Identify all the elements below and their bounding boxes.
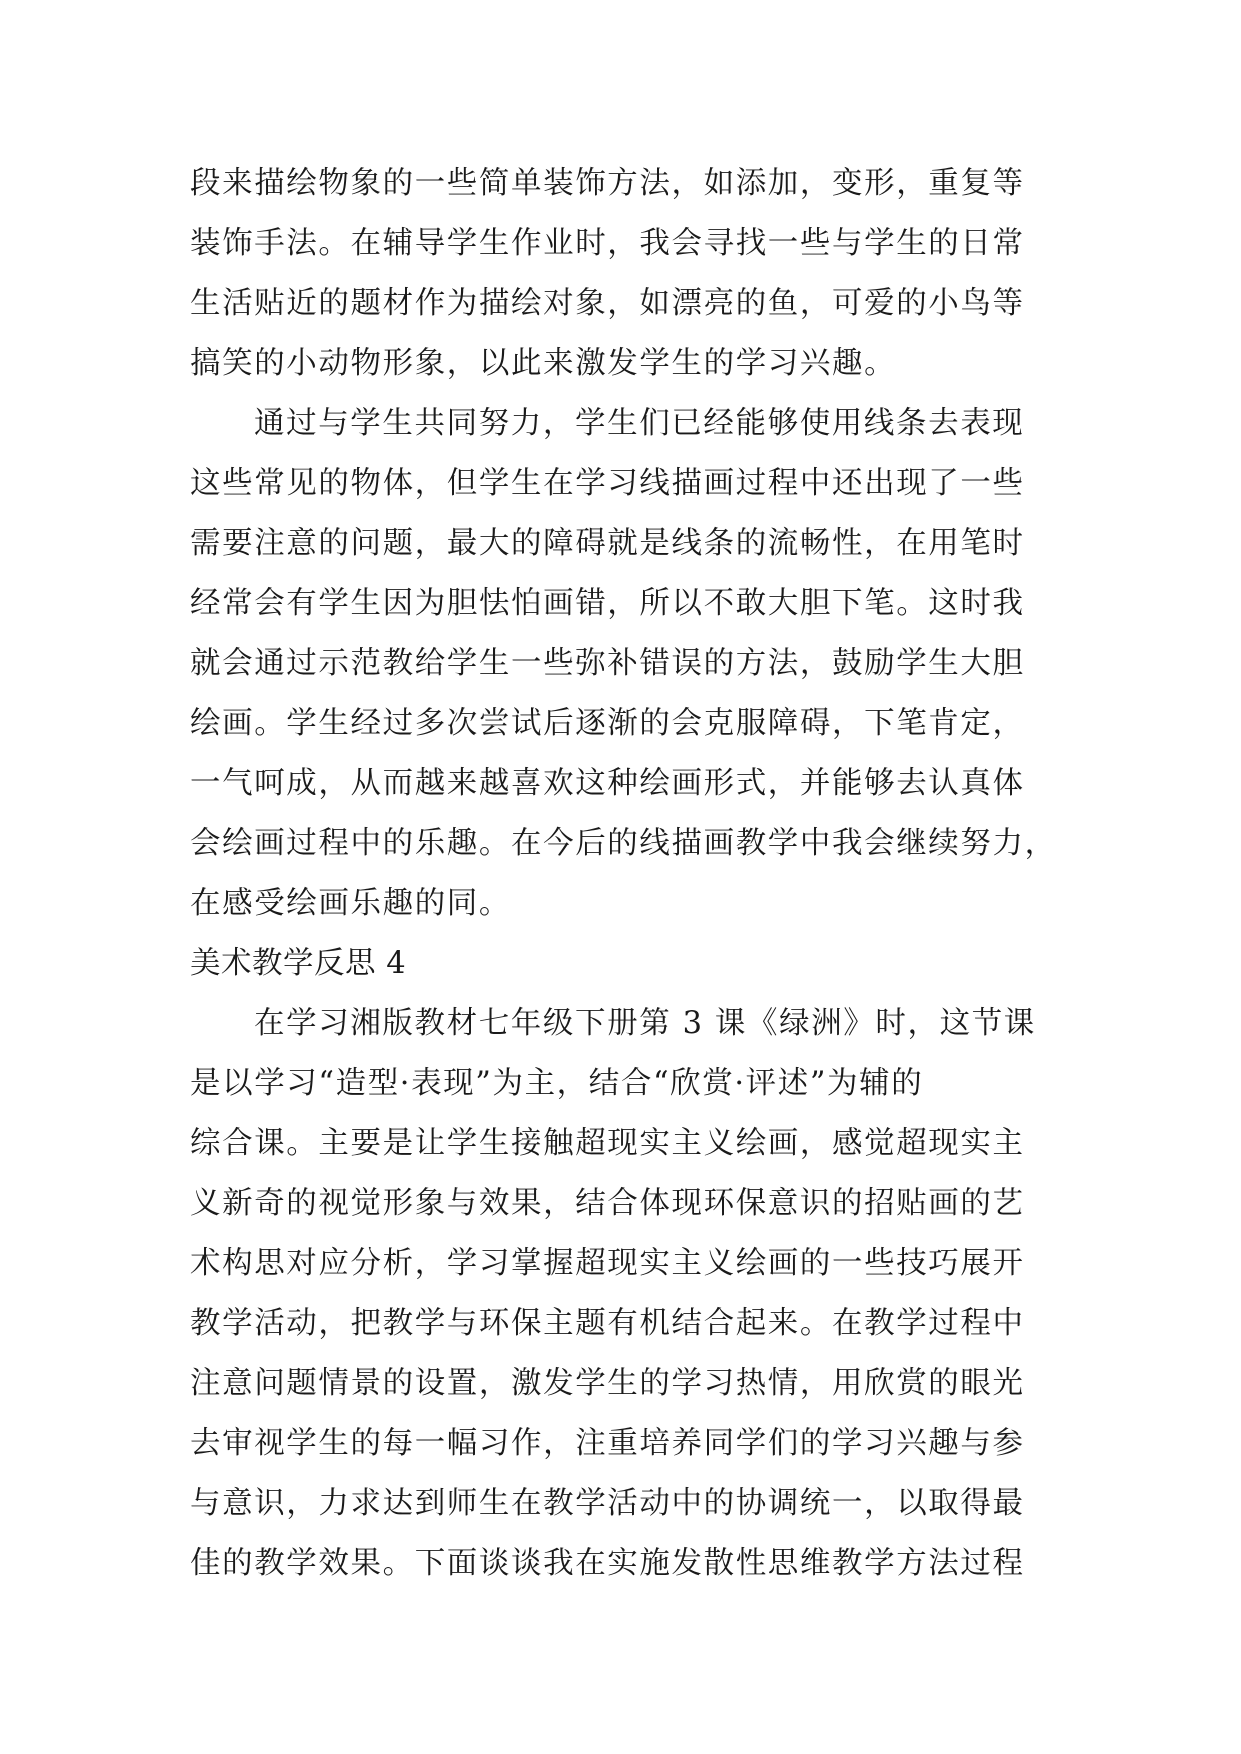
text-line: 生活贴近的题材作为描绘对象，如漂亮的鱼，可爱的小鸟等	[190, 286, 1025, 321]
text-line: 教学活动，把教学与环保主题有机结合起来。在教学过程中	[190, 1306, 1025, 1341]
paragraph	[190, 994, 1060, 1594]
text-line: 通过与学生共同努力，学生们已经能够使用线条去表现	[254, 406, 1025, 441]
paragraph	[190, 394, 1060, 934]
text-line: 术构思对应分析，学习掌握超现实主义绘画的一些技巧展开	[190, 1246, 1025, 1281]
text-line: 这些常见的物体，但学生在学习线描画过程中还出现了一些	[190, 466, 1025, 501]
text-line: 与意识，力求达到师生在教学活动中的协调统一，以取得最	[190, 1486, 1025, 1521]
text-line: 在感受绘画乐趣的同。	[190, 886, 511, 921]
section-heading: 美术教学反思 4	[190, 946, 407, 981]
text-line: 段来描绘物象的一些简单装饰方法，如添加，变形，重复等	[190, 166, 1025, 201]
text-line: 会绘画过程中的乐趣。在今后的线描画教学中我会继续努力，	[190, 826, 1057, 861]
text-line: 综合课。主要是让学生接触超现实主义绘画，感觉超现实主	[190, 1126, 1025, 1161]
text-line: 佳的教学效果。下面谈谈我在实施发散性思维教学方法过程	[190, 1546, 1025, 1581]
text-line: 绘画。学生经过多次尝试后逐渐的会克服障碍，下笔肯定，	[190, 706, 1025, 741]
text-line: 经常会有学生因为胆怯怕画错，所以不敢大胆下笔。这时我	[190, 586, 1025, 621]
text-line: 需要注意的问题，最大的障碍就是线条的流畅性，在用笔时	[190, 526, 1025, 561]
text-line: 一气呵成，从而越来越喜欢这种绘画形式，并能够去认真体	[190, 766, 1025, 801]
text-line: 搞笑的小动物形象，以此来激发学生的学习兴趣。	[190, 346, 897, 381]
text-line: 是以学习“造型·表现”为主，结合“欣赏·评述”为辅的	[190, 1066, 924, 1101]
text-line: 义新奇的视觉形象与效果，结合体现环保意识的招贴画的艺	[190, 1186, 1025, 1221]
paragraph-continued	[190, 154, 1060, 394]
text-line: 注意问题情景的设置，激发学生的学习热情，用欣赏的眼光	[190, 1366, 1025, 1401]
text-line: 在学习湘版教材七年级下册第 3 课《绿洲》时，这节课	[254, 1006, 1036, 1041]
text-line: 装饰手法。在辅导学生作业时，我会寻找一些与学生的日常	[190, 226, 1025, 261]
text-line: 就会通过示范教给学生一些弥补错误的方法，鼓励学生大胆	[190, 646, 1025, 681]
document-body	[190, 154, 1060, 1594]
text-line: 去审视学生的每一幅习作，注重培养同学们的学习兴趣与参	[190, 1426, 1025, 1461]
